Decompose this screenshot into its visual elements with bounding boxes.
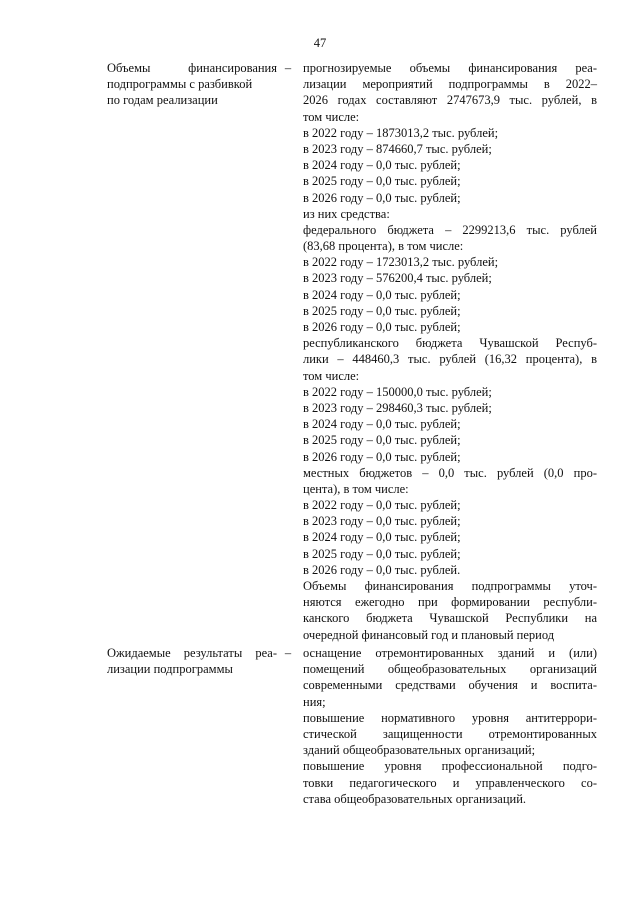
content-line: в 2024 году – 0,0 тыс. рублей; [303, 530, 461, 545]
separator-dash: – [284, 646, 292, 660]
content-line: в 2024 году – 0,0 тыс. рублей; [303, 417, 461, 432]
content-line: в 2026 году – 0,0 тыс. рублей; [303, 449, 461, 464]
content-line: в 2025 году – 0,0 тыс. рублей; [303, 433, 461, 448]
content-line: в 2024 году – 0,0 тыс. рублей; [303, 287, 461, 302]
label-line: Ожидаемые результаты реа- [107, 646, 277, 660]
financing-content [303, 60, 597, 643]
content-line: стической защищенности отремонтированных [303, 726, 597, 741]
label-line: Объемы финансирования [107, 61, 277, 75]
content-line: в 2022 году – 1723013,2 тыс. рублей; [303, 255, 499, 270]
content-line: в 2025 году – 0,0 тыс. рублей; [303, 303, 461, 318]
content-line: в 2023 году – 576200,4 тыс. рублей; [303, 271, 492, 286]
content-line: помещений общеобразовательных организаций [303, 662, 597, 677]
content-line: оснащение отремонтированных зданий и (или) [303, 646, 597, 660]
content-line: повышение уровня профессиональной подго- [303, 759, 597, 774]
results-label [107, 645, 277, 677]
content-line: в 2022 году – 0,0 тыс. рублей; [303, 498, 461, 513]
content-line: в 2026 году – 0,0 тыс. рублей; [303, 190, 461, 205]
content-line: в 2025 году – 0,0 тыс. рублей; [303, 546, 461, 561]
content-line: Объемы финансирования подпрограммы уточ- [303, 579, 597, 593]
content-line: очередной финансовый год и плановый период [303, 627, 555, 642]
financing-label [107, 60, 277, 108]
content-line: том числе: [303, 368, 360, 383]
label-line: по годам реализации [107, 93, 218, 107]
page-number: 47 [313, 36, 327, 50]
content-line: в 2026 году – 0,0 тыс. рублей. [303, 562, 461, 577]
content-line: из них средства: [303, 206, 390, 221]
content-line: в 2022 году – 1873013,2 тыс. рублей; [303, 125, 499, 140]
content-line: лизации мероприятий подпрограммы в 2022– [303, 77, 597, 92]
content-line: федерального бюджета – 2299213,6 тыс. рублей [303, 222, 597, 237]
label-line: подпрограммы с разбивкой [107, 77, 253, 91]
content-line: в 2023 году – 298460,3 тыс. рублей; [303, 400, 492, 415]
content-line: в 2025 году – 0,0 тыс. рублей; [303, 174, 461, 189]
content-line: в 2022 году – 150000,0 тыс. рублей; [303, 384, 492, 399]
content-line: том числе: [303, 109, 360, 124]
content-line: 2026 годах составляют 2747673,9 тыс. рублей, в [303, 93, 597, 108]
content-line: (83,68 процента), в том числе: [303, 239, 464, 254]
content-line: товки педагогического и управленческого со- [303, 775, 597, 790]
content-line: зданий общеобразовательных организаций; [303, 743, 536, 758]
content-line: в 2023 году – 0,0 тыс. рублей; [303, 514, 461, 529]
content-line: лики – 448460,3 тыс. рублей (16,32 процента), в [303, 352, 597, 367]
content-line: няются ежегодно при формировании республи- [303, 595, 597, 610]
content-line: ния; [303, 694, 326, 709]
content-line: цента), в том числе: [303, 481, 409, 496]
content-line: канского бюджета Чувашской Республики на [303, 611, 597, 626]
content-line: прогнозируемые объемы финансирования реа- [303, 61, 597, 75]
content-line: повышение нормативного уровня антитеррори- [303, 710, 597, 725]
content-line: в 2024 году – 0,0 тыс. рублей; [303, 158, 461, 173]
label-line: лизации подпрограммы [107, 662, 233, 676]
content-line: става общеобразовательных организаций. [303, 791, 527, 806]
results-content [303, 645, 597, 807]
content-line: местных бюджетов – 0,0 тыс. рублей (0,0 про- [303, 465, 597, 480]
content-line: республиканского бюджета Чувашской Респуб- [303, 336, 597, 351]
content-line: современными средствами обучения и воспита- [303, 678, 597, 693]
content-line: в 2023 году – 874660,7 тыс. рублей; [303, 141, 492, 156]
content-line: в 2026 году – 0,0 тыс. рублей; [303, 320, 461, 334]
separator-dash: – [284, 61, 292, 75]
